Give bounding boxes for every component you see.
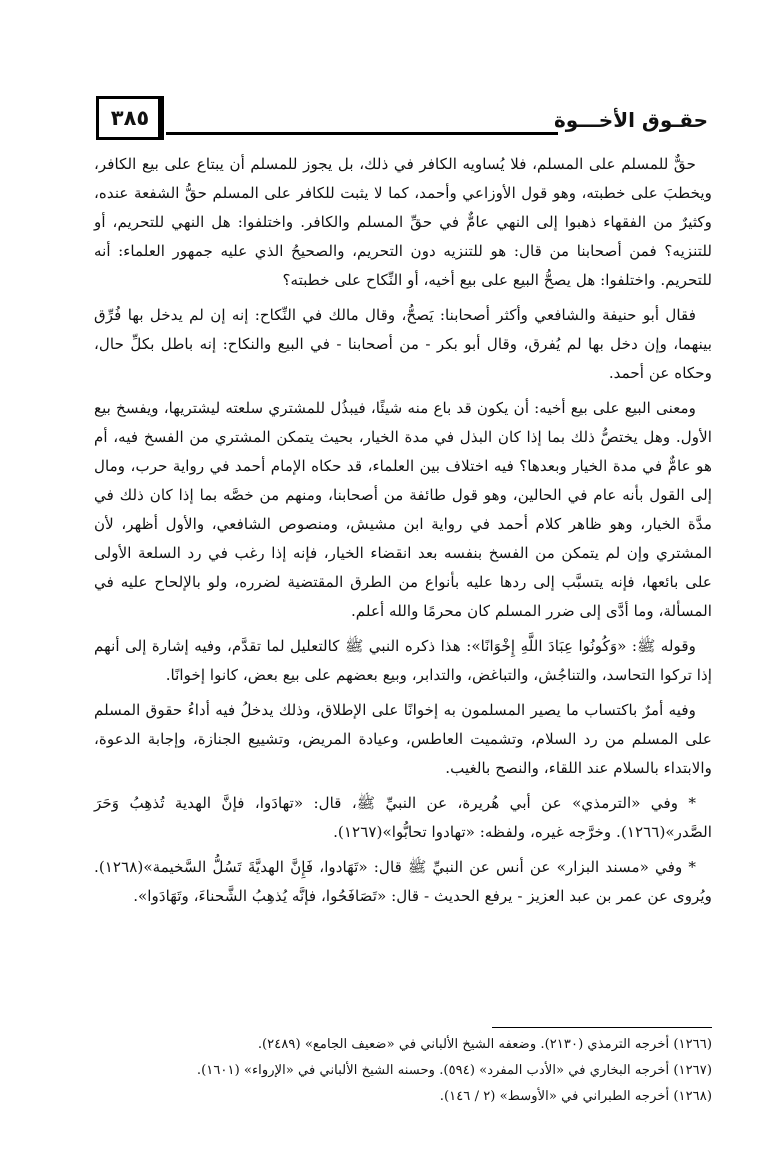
paragraph: * وفي «الترمذي» عن أبي هُريرة، عن النبيِّ ﷺ، قال: «تهادَوا، فإنَّ الهدية تُذهِبُ وَحَرَ الصَّدر»(١٢٦٦). وخرَّجه غيره، ولفظه: «تهادوا تحابُّوا»(١٢٦٧).: [94, 794, 712, 841]
paragraph: حقٌّ للمسلم على المسلم، فلا يُساويه الكافر في ذلك، بل يجوز للمسلم أن يبتاع على بيع الكافر، ويخطبَ على خطبته، وهو قول الأوزاعي وأحمد، كما لا يثبت للكافر على المسلم حقُّ الشفعة عنده، وكثيرٌ من الفقهاء ذهبوا إلى النهي عامٌّ في حقِّ المسلم والكافر. واختلفوا: هل النهي للتحريم، أو للتنزيه؟ فمن أصحابنا من قال: هو للتنزيه دون التحريم، والصحيحُ الذي عليه جمهور العلماء: أنه للتحريم. واختلفوا: هل يصحُّ البيع على بيع أخيه، أو النِّكاح على خطبته؟: [94, 155, 712, 289]
header-rule: [166, 132, 558, 135]
footnotes: [94, 1032, 712, 1110]
paragraph: ومعنى البيع على بيع أخيه: أن يكون قد باع منه شيئًا، فيبذُل للمشتري سلعته ليشتريها، ويفسخ بيع الأول. وهل يختصُّ ذلك بما إذا كان البذل في مدة الخيار، بحيث يتمكن المشتري من الفسخ فيه، أم هو عامٌّ في مدة الخيار وبعدها؟ فيه اختلاف بين العلماء، قد حكاه الإمام أحمد في رواية حرب، ومال إلى القول بأنه عام في الحالين، وهو قول طائفة من أصحابنا، ومنهم من خصَّه بما إذا كان ذلك في مدَّة الخيار، وهو ظاهر كلام أحمد في رواية ابن مشيش، ومنصوص الشافعي، والأول أظهر، لأن المشتري وإن لم يتمكن من الفسخ بنفسه بعد انقضاء الخيار، فإنه إذا رغب في رد السلعة الأولى على بائعها، فإنه يتسبَّب إلى ردها عليه بأنواع من الطرق المقتضية لضرره، ولو بالإلحاح عليه في المسألة، وما أدَّى إلى ضرر المسلم كان محرمًا والله أعلم.: [94, 399, 712, 620]
paragraph: وقوله ﷺ: «وَكُونُوا عِبَادَ اللَّهِ إِخْوَانًا»: هذا ذكره النبي ﷺ كالتعليل لما تقدَّم، وفيه إشارة إلى أنهم إذا تركوا التحاسد، والتناجُش، والتباغض، والتدابر، وبيع بعضهم على بيع بعض، كانوا إخوانًا.: [94, 637, 712, 684]
footnote: (١٢٦٧) أخرجه البخاري في «الأدب المفرد» (٥٩٤). وحسنه الشيخ الألباني في «الإرواء» (١٦٠١).: [196, 1063, 712, 1078]
main-text: [94, 150, 712, 917]
footnote: (١٢٦٦) أخرجه الترمذي (٢١٣٠). وضعفه الشيخ الألباني في «ضعيف الجامع» (٢٤٨٩).: [257, 1037, 712, 1052]
running-title: حقـوق الأخـــوة: [553, 108, 708, 132]
paragraph: وفيه أمرٌ باكتساب ما يصير المسلمون به إخوانًا على الإطلاق، وذلك يدخلُ فيه أداءُ حقوق المسلم على المسلم من رد السلام، وتشميت العاطس، وعيادة المريض، وتشييع الجنازة، وإجابة الدعوة، والابتداء بالسلام عند اللقاء، والنصح بالغيب.: [94, 701, 712, 777]
footnote: (١٢٦٨) أخرجه الطبراني في «الأوسط» (٢ / ١٤٦).: [439, 1089, 712, 1104]
paragraph: * وفي «مسند البزار» عن أنس عن النبيِّ ﷺ قال: «تَهَادوا، فَإِنَّ الهديَّةَ تَسُلُّ السَّخيمة»(١٢٦٨). ويُروى عن عمر بن عبد العزيز - يرفع الحديث - قال: «تَصَافَحُوا، فإنَّه يُذهِبُ الشَّحناءَ، وتَهَادَوا».: [94, 858, 712, 905]
page-number: ٣٨٥: [96, 96, 164, 140]
page-header: [96, 92, 708, 144]
footnote-separator: [492, 1027, 712, 1028]
paragraph: فقال أبو حنيفة والشافعي وأكثر أصحابنا: يَصحُّ، وقال مالك في النِّكاح: إنه إن لم يدخل بها فُرِّق بينهما، وإن دخل بها لم يُفرق، وقال أبو بكر - من أصحابنا - في البيع والنكاح: إنه باطل بكلِّ حال، وحكاه عن أحمد.: [94, 306, 712, 382]
